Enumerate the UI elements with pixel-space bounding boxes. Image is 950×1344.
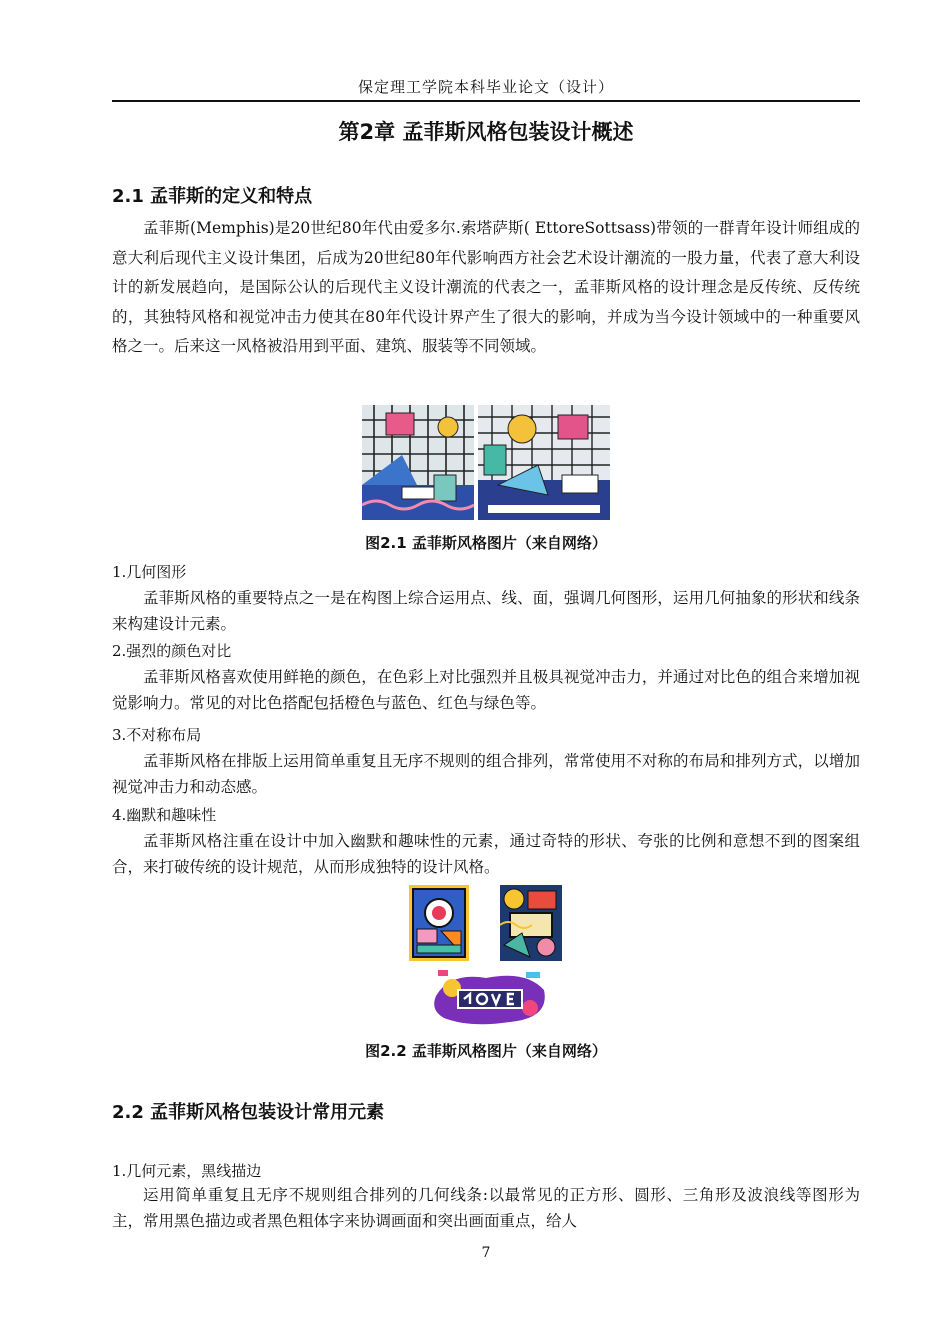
item-3-text: 孟菲斯风格在排版上运用简单重复且无序不规则的组合排列，常常使用不对称的布局和排列方式，以增加视觉冲击力和动态感。 <box>112 752 860 796</box>
page-number: 7 <box>481 1245 491 1261</box>
figure-2-2-poster-right <box>500 885 562 961</box>
item-3-heading: 3.不对称布局 <box>112 726 202 744</box>
item-1-text: 孟菲斯风格的重要特点之一是在构图上综合运用点、线、面，强调几何图形，运用几何抽象的形状和线条来构建设计元素。 <box>112 589 860 633</box>
header-rule <box>112 100 860 102</box>
item-4-text: 孟菲斯风格注重在设计中加入幽默和趣味性的元素，通过奇特的形状、夸张的比例和意想不到的图案组合，来打破传统的设计规范，从而形成独特的设计风格。 <box>112 832 860 876</box>
item-4-heading: 4.幽默和趣味性 <box>112 806 217 824</box>
item-1-heading: 1.几何图形 <box>112 563 187 581</box>
item-2-heading: 2.强烈的颜色对比 <box>112 642 232 660</box>
figure-2-1-caption: 图2.1 孟菲斯风格图片（来自网络） <box>365 534 607 552</box>
section-title-2-2: 2.2 孟菲斯风格包装设计常用元素 <box>112 1102 385 1123</box>
running-header: 保定理工学院本科毕业论文（设计） <box>357 78 614 96</box>
chapter-title: 第2章 孟菲斯风格包装设计概述 <box>338 120 634 144</box>
figure-2-2-poster-left <box>409 885 469 961</box>
figure-2-2-caption: 图2.2 孟菲斯风格图片（来自网络） <box>365 1042 607 1060</box>
item-2-text: 孟菲斯风格喜欢使用鲜艳的颜色，在色彩上对比强烈并且极具视觉冲击力，并通过对比色的组合来增加视觉影响力。常见的对比色搭配包括橙色与蓝色、红色与绿色等。 <box>112 668 860 712</box>
section-2-2-item-1-text: 运用简单重复且无序不规则组合排列的几何线条:以最常见的正方形、圆形、三角形及波浪线等图形为主，常用黑色描边或者黑色粗体字来协调画面和突出画面重点，给人 <box>112 1186 860 1230</box>
section-2-2-item-1-heading: 1.几何元素，黑线描边 <box>112 1162 262 1180</box>
figure-2-1-left-image <box>362 405 474 520</box>
figure-2-2-banner <box>430 966 550 1028</box>
figure-2-1-right-image <box>478 405 610 520</box>
section-title-2-1: 2.1 孟菲斯的定义和特点 <box>112 186 313 207</box>
intro-paragraph: 孟菲斯(Memphis)是20世纪80年代由爱多尔.索塔萨斯( EttoreSottsass)带领的一群青年设计师组成的意大利后现代主义设计集团，后成为20世纪80年代影响西方社会艺术设计潮流的一股力量，代表了意大利设计的新发展趋向，是国际公认的后现代主义设计潮流的代表之一，孟菲斯风格的设计理念是反传统、反传统的，其独特风格和视觉冲击力使其在80年代设计界产生了很大的影响，并成为当今设计领域中的一种重要风格之一。后来这一风格被沿用到平面、建筑、服装等不同领域。 <box>112 219 860 355</box>
